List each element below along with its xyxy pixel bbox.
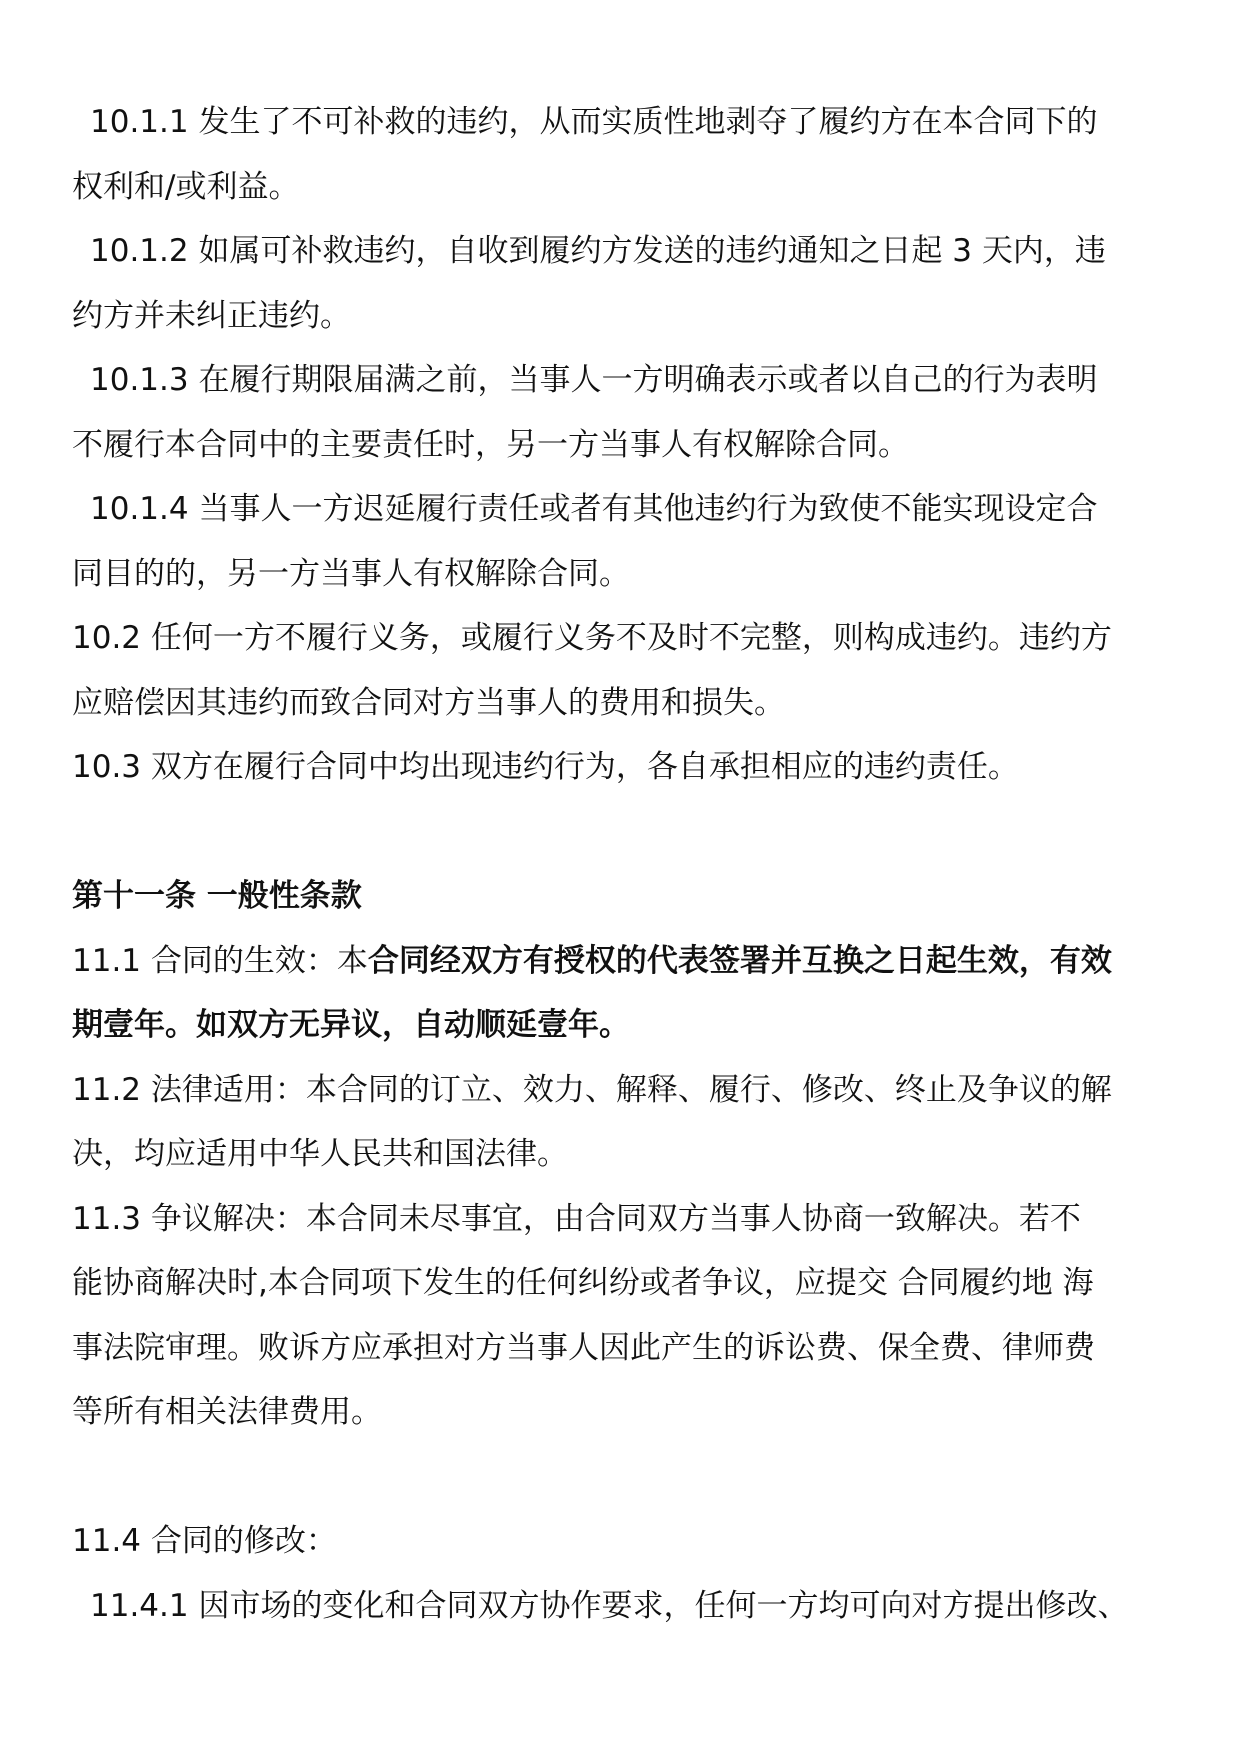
spacer <box>72 1445 1172 1510</box>
clause-11-1-prefix: 11.1 合同的生效：本 <box>72 942 368 979</box>
article-11-heading: 第十一条 一般性条款 <box>72 878 362 914</box>
clause-11-3-line-1: 11.3 争议解决：本合同未尽事宜，由合同双方当事人协商一致解决。若不 <box>72 1200 1081 1237</box>
clause-10-1-2 <box>72 219 1172 348</box>
clause-10-1-4-line-2: 同目的的，另一方当事人有权解除合同。 <box>72 555 630 592</box>
clause-11-1-line-2: 期壹年。如双方无异议，自动顺延壹年。 <box>72 1007 630 1043</box>
clause-10-3-line-1: 10.3 双方在履行合同中均出现违约行为，各自承担相应的违约责任。 <box>72 749 1019 785</box>
clause-11-3-line-2: 能协商解决时,本合同项下发生的任何纠纷或者争议，应提交 合同履约地 海 <box>72 1265 1094 1301</box>
clause-10-2 <box>72 606 1172 735</box>
clause-10-3 <box>72 735 1172 800</box>
clause-10-1-1-line-1: 10.1.1 发生了不可补救的违约，从而实质性地剥夺了履约方在本合同下的 <box>90 104 1098 140</box>
clause-10-1-1-line-2: 权利和/或利益。 <box>72 168 300 205</box>
spacer <box>72 800 1172 865</box>
clause-10-2-line-2: 应赔偿因其违约而致合同对方当事人的费用和损失。 <box>72 684 785 721</box>
clause-11-4-heading: 11.4 合同的修改： <box>72 1523 337 1559</box>
clause-11-1-bold-text: 合同经双方有授权的代表签署并互换之日起生效，有效 <box>367 942 1112 979</box>
clause-10-1-3 <box>72 348 1172 477</box>
clause-11-1 <box>72 929 1172 1058</box>
clause-11-3-line-3: 事法院审理。败诉方应承担对方当事人因此产生的诉讼费、保全费、律师费 <box>72 1329 1095 1366</box>
clause-10-1-4 <box>72 477 1172 606</box>
clause-10-1-2-line-1: 10.1.2 如属可补救违约，自收到履约方发送的违约通知之日起 3 天内，违 <box>90 233 1106 269</box>
clause-11-3 <box>72 1187 1172 1445</box>
clause-11-2-line-1: 11.2 法律适用：本合同的订立、效力、解释、履行、修改、终止及争议的解 <box>72 1071 1112 1108</box>
clause-11-3-line-4: 等所有相关法律费用。 <box>72 1394 382 1430</box>
clause-10-1-4-line-1: 10.1.4 当事人一方迟延履行责任或者有其他违约行为致使不能实现设定合 <box>90 491 1098 527</box>
clause-10-2-line-1: 10.2 任何一方不履行义务，或履行义务不及时不完整，则构成违约。违约方 <box>72 620 1112 656</box>
clause-11-4-1-line-1: 11.4.1 因市场的变化和合同双方协作要求，任何一方均可向对方提出修改、 <box>90 1587 1129 1624</box>
clause-10-1-3-line-1: 10.1.3 在履行期限届满之前，当事人一方明确表示或者以自己的行为表明 <box>90 362 1098 398</box>
clause-11-1-line-1 <box>72 929 1172 994</box>
clause-11-2-line-2: 决，均应适用中华人民共和国法律。 <box>72 1136 568 1172</box>
clause-10-1-2-line-2: 约方并未纠正违约。 <box>72 297 351 334</box>
clause-11-2 <box>72 1058 1172 1187</box>
clause-11-4-1 <box>72 1574 1172 1639</box>
contract-page <box>72 90 1172 1638</box>
clause-10-1-3-line-2: 不履行本合同中的主要责任时，另一方当事人有权解除合同。 <box>72 426 909 463</box>
clause-10-1-1 <box>72 90 1172 219</box>
